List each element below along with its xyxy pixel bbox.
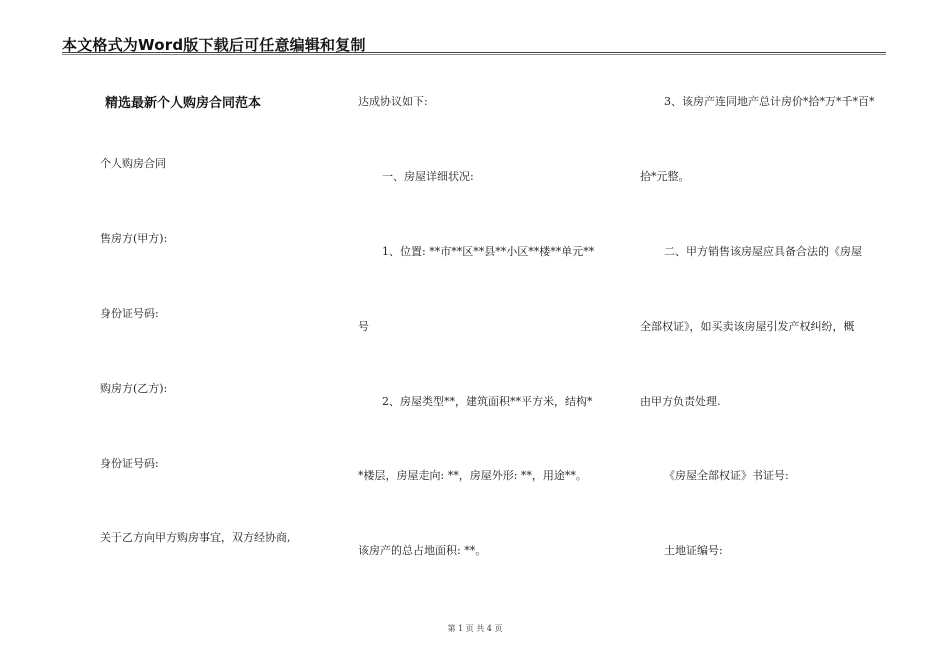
page-number: 第 1 页 共 4 页 bbox=[447, 624, 503, 633]
agreement-intro: 关于乙方向甲方购房事宜，双方经协商, bbox=[100, 531, 291, 544]
section-house-details: 一、房屋详细状况: bbox=[382, 170, 474, 183]
contract-heading: 个人购房合同 bbox=[100, 157, 166, 170]
total-land-area: 该房产的总占地面积: **。 bbox=[358, 544, 487, 557]
seller-obligation-cont: 全部权证》，如买卖该房屋引发产权纠纷，概 bbox=[640, 320, 855, 333]
header-divider bbox=[62, 52, 886, 53]
document-header: 本文格式为Word版下载后可任意编辑和复制 bbox=[62, 36, 366, 54]
total-price-cont: 拾*元整。 bbox=[640, 170, 690, 183]
document-title: 精选最新个人购房合同范本 bbox=[105, 96, 262, 111]
header-divider-secondary bbox=[62, 54, 886, 55]
seller-id-label: 身份证号码: bbox=[100, 307, 159, 320]
house-location-cont: 号 bbox=[358, 320, 369, 333]
house-location: 1、位置: **市**区**县**小区**楼**单元** bbox=[382, 245, 595, 258]
buyer-id-label: 身份证号码: bbox=[100, 457, 159, 470]
house-type: 2、房屋类型**，建筑面积**平方米，结构* bbox=[382, 395, 593, 408]
agreement-statement: 达成协议如下: bbox=[358, 95, 428, 108]
land-cert-number: 土地证编号: bbox=[664, 544, 723, 557]
section-seller-obligation: 二、甲方销售该房屋应具备合法的《房屋 bbox=[664, 245, 862, 258]
total-price: 3、该房产连同地产总计房价*拾*万*千*百* bbox=[664, 95, 875, 108]
ownership-cert-number: 《房屋全部权证》书证号: bbox=[664, 469, 789, 482]
seller-label: 售房方(甲方): bbox=[100, 232, 168, 245]
house-attributes: *楼层，房屋走向: **，房屋外形: **，用途**。 bbox=[358, 469, 587, 482]
seller-obligation-end: 由甲方负责处理. bbox=[640, 395, 721, 408]
buyer-label: 购房方(乙方): bbox=[100, 382, 168, 395]
